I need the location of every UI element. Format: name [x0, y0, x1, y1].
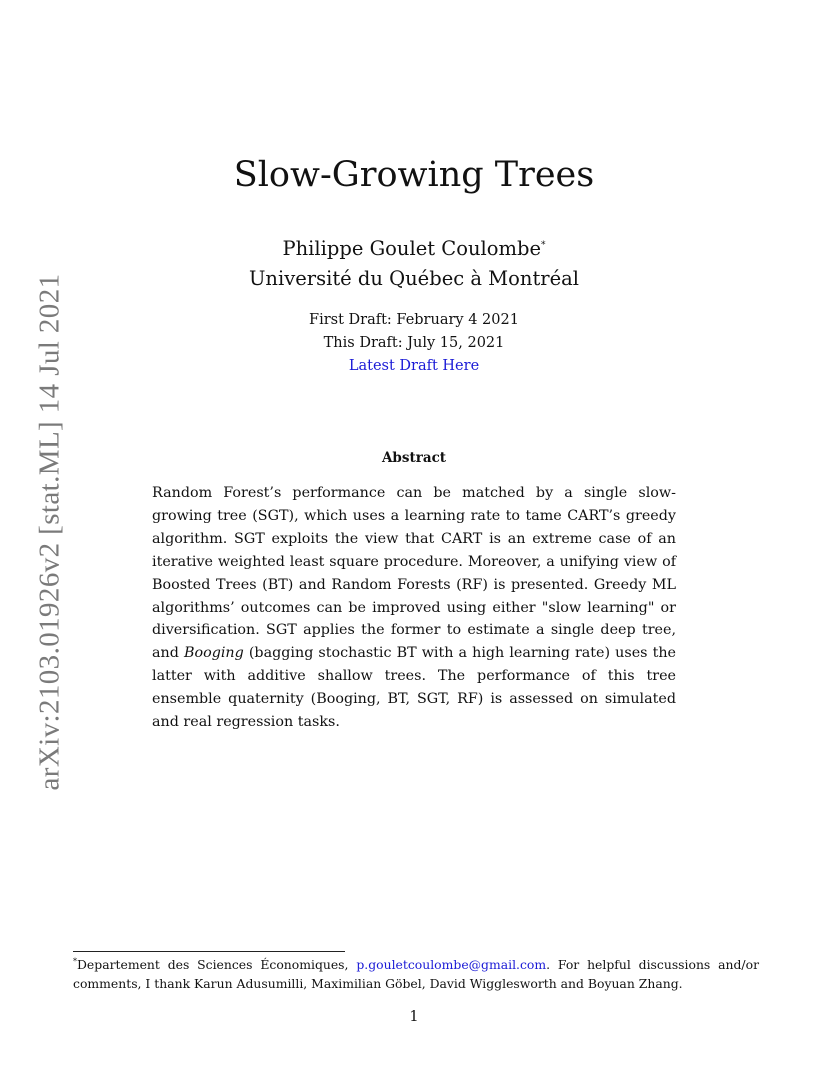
- footnote-text-part-1: Departement des Sciences Économiques,: [77, 957, 357, 972]
- draft-dates: [0, 309, 828, 378]
- author-name: Philippe Goulet Coulombe: [282, 237, 541, 260]
- abstract-emphasis-booging: Booging: [183, 645, 244, 662]
- arxiv-identifier-stamp: arXiv:2103.01926v2 [stat.ML] 14 Jul 2021: [33, 273, 66, 791]
- author-footnote-mark[interactable]: *: [541, 240, 546, 251]
- author-name-line: [0, 234, 828, 264]
- abstract-body: [152, 482, 676, 734]
- author-affiliation: Université du Québec à Montréal: [248, 267, 580, 290]
- footnote-text-part-2: . For helpful discussions and/or comments, I thank Karun Adusumilli, Maximilian Göbel, David Wigglesworth and Boyuan Zhang.: [73, 957, 759, 991]
- this-draft-date: This Draft: July 15, 2021: [323, 335, 505, 351]
- footnote-mark: *: [73, 956, 77, 966]
- latest-draft-link[interactable]: Latest Draft Here: [348, 358, 480, 374]
- paper-title: Slow-Growing Trees: [233, 155, 595, 195]
- author-footnote: [73, 955, 759, 993]
- footnote-divider: [73, 951, 345, 952]
- page-number: 1: [409, 1009, 419, 1025]
- author-block: [0, 234, 828, 294]
- first-draft-date: First Draft: February 4 2021: [309, 312, 519, 328]
- abstract-text-part-2: (bagging stochastic BT with a high learning rate) uses the latter with additive shallow trees. The performance of this tree ensemble quaternity (Booging, BT, SGT, RF) is assessed on simulated and real regression tasks.: [152, 645, 676, 731]
- abstract-text-part-1: Random Forest’s performance can be matched by a single slow-growing tree (SGT), which uses a learning rate to tame CART’s greedy algorithm. SGT exploits the view that CART is an extreme case of an iterative weighted least square procedure. Moreover, a unifying view of Boosted Trees (BT) and Random Forests (RF) is presented. Greedy ML algorithms’ outcomes can be improved using either "slow learning" or diversification. SGT applies the former to estimate a single deep tree, and: [152, 485, 676, 662]
- abstract-heading: Abstract: [381, 450, 447, 466]
- footnote-email-link[interactable]: p.gouletcoulombe@gmail.com: [356, 957, 547, 972]
